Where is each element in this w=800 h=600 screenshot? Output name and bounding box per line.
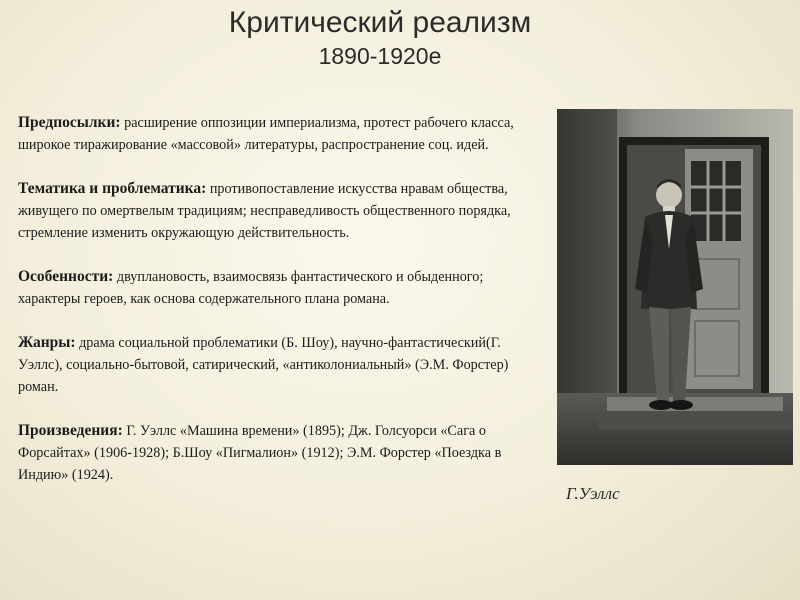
photo-caption: Г.Уэллс [566,484,620,503]
section-heading: Предпосылки: [18,114,121,131]
section-prerequisites [18,112,538,156]
section-genres [18,332,538,398]
section-text: расширение оппозиции империализма, протест рабочего класса, широкое тиражирование «массовой» литературы, распространение соц. идей. [18,115,514,153]
section-heading: Произведения: [18,422,123,439]
section-heading: Жанры: [18,334,76,351]
section-text: двуплановость, взаимосвязь фантастического и обыденного; характеры героев, как основа содержательного плана романа. [18,269,484,307]
author-photo [557,109,793,465]
slide-subtitle: 1890-1920е [318,43,442,69]
photo-illustration [557,109,793,465]
section-themes [18,178,538,244]
section-heading: Тематика и проблематика: [18,180,207,197]
section-works [18,420,538,486]
section-text: Г. Уэллс «Машина времени» (1895); Дж. Голсуорси «Сага о Форсайтах» (1906-1928); Б.Шоу «Пигмалион» (1912); Э.М. Форстер «Поездка в Индию» (1924). [18,423,502,483]
section-heading: Особенности: [18,268,114,285]
section-features [18,266,538,310]
section-text: драма социальной проблематики (Б. Шоу), научно-фантастический(Г. Уэллс), социально-бытовой, сатирический, «антиколониальный» (Э.М. Форстер) роман. [18,335,509,395]
slide-title: Критический реализм [228,6,532,39]
slide-body [18,112,538,486]
section-text: противопоставление искусства нравам общества, живущего по омертвелым традициям; несправедливость общественного порядка, стремление изменить окружающую действительность. [18,181,511,241]
